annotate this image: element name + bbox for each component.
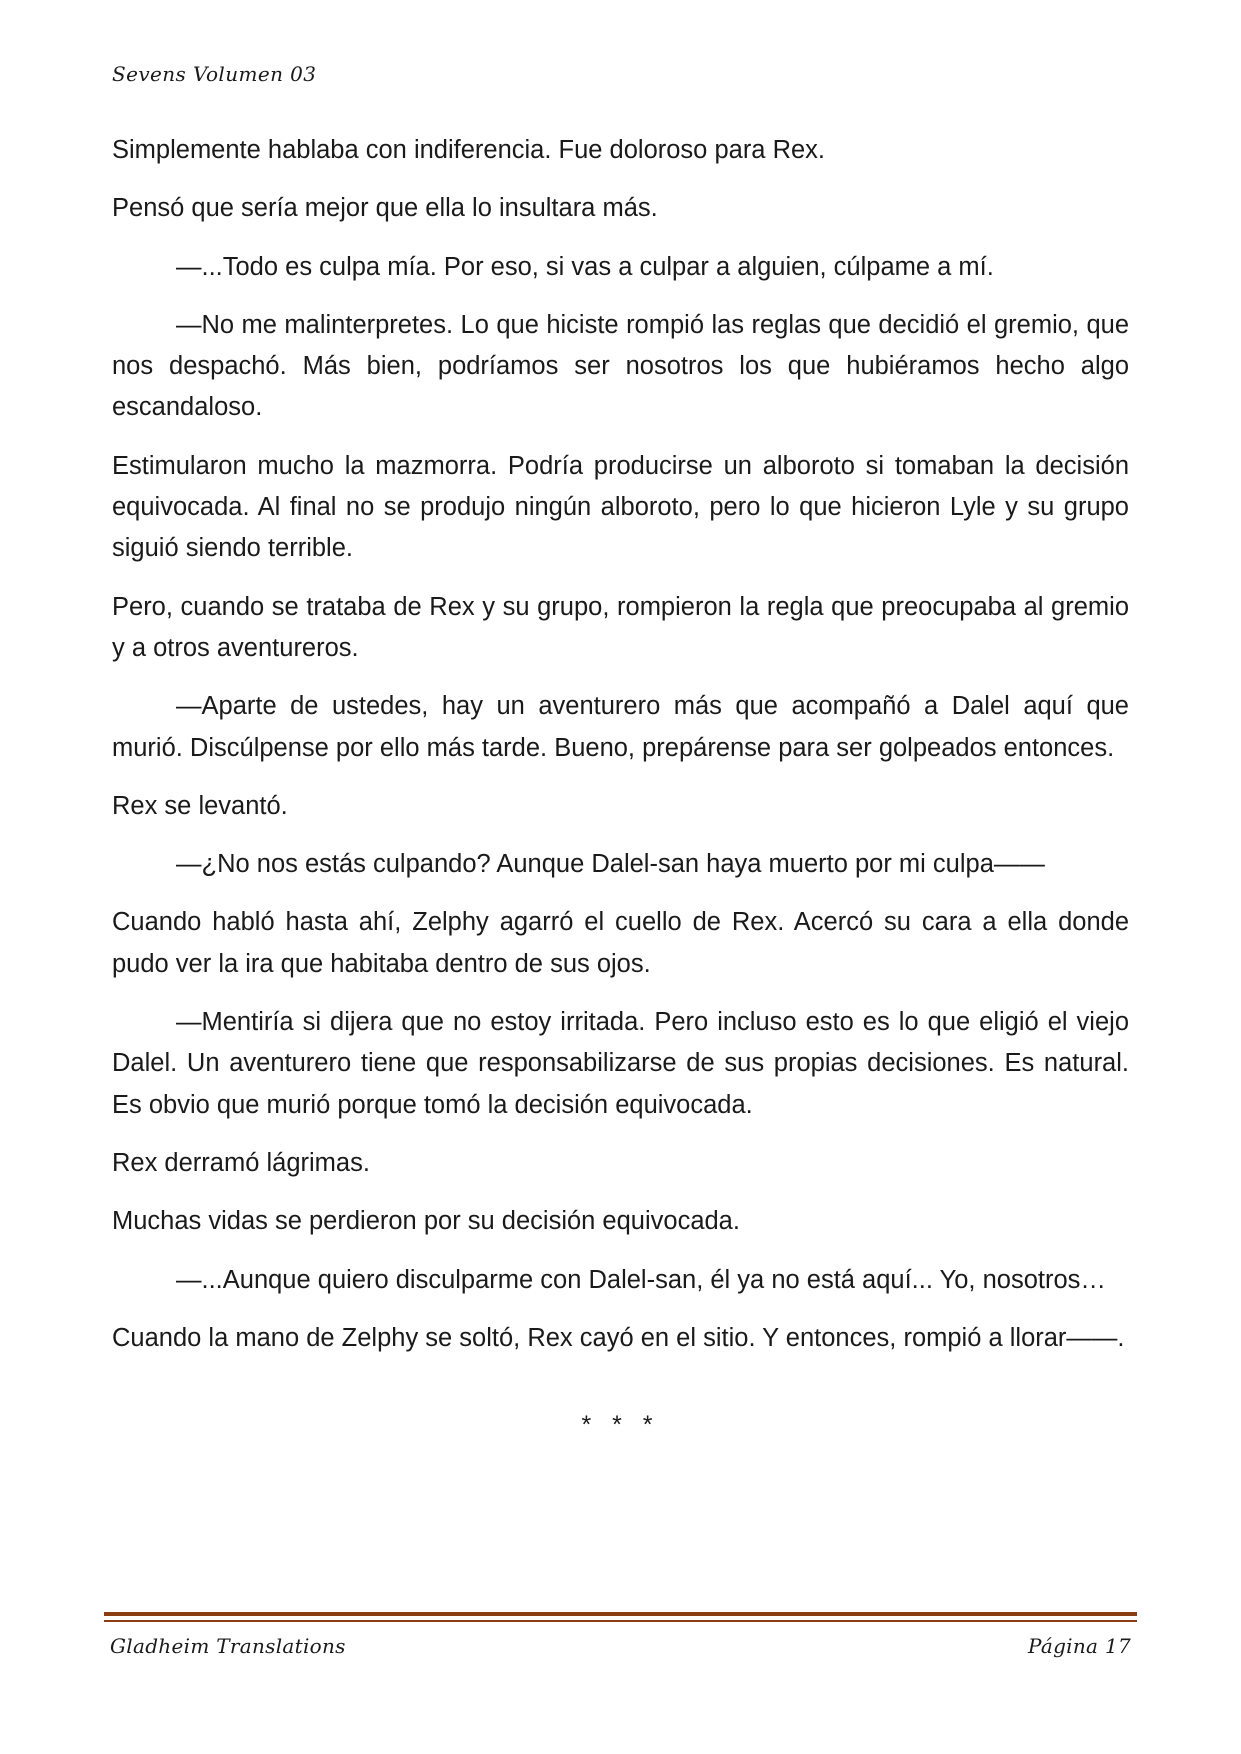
page-footer bbox=[104, 1612, 1137, 1658]
paragraph: Rex se levantó. bbox=[112, 791, 288, 820]
paragraph: —...Aunque quiero disculparme con Dalel-san, él ya no está aquí... Yo, nosotros… bbox=[176, 1265, 1106, 1294]
paragraph: —No me malinterpretes. Lo que hiciste rompió las reglas que decidió el gremio, que nos despachó. Más bien, podríamos ser nosotros los que hubiéramos hecho algo escandaloso. bbox=[112, 310, 1129, 422]
footer-credit: Gladheim Translations bbox=[110, 1634, 346, 1658]
paragraph: Estimularon mucho la mazmorra. Podría producirse un alboroto si tomaban la decisión equivocada. Al final no se produjo ningún alboroto, pero lo que hicieron Lyle y su grupo siguió siendo terrible. bbox=[112, 451, 1129, 563]
footer-page-number: Página 17 bbox=[1028, 1634, 1131, 1658]
body-text bbox=[112, 130, 1129, 1359]
paragraph: —¿No nos estás culpando? Aunque Dalel-san haya muerto por mi culpa—— bbox=[176, 850, 1045, 879]
paragraph: Cuando la mano de Zelphy se soltó, Rex cayó en el sitio. Y entonces, rompió a llorar——. bbox=[112, 1323, 1125, 1352]
paragraph: —Aparte de ustedes, hay un aventurero más que acompañó a Dalel aquí que murió. Discúlpense por ello más tarde. Bueno, prepárense para ser golpeados entonces. bbox=[112, 692, 1129, 762]
scene-break: * * * bbox=[581, 1411, 660, 1440]
footer-rule-thin bbox=[104, 1620, 1137, 1622]
paragraph: Pero, cuando se trataba de Rex y su grupo, rompieron la regla que preocupaba al gremio y a otros aventureros. bbox=[112, 592, 1129, 662]
paragraph: Rex derramó lágrimas. bbox=[112, 1148, 370, 1177]
paragraph: Cuando habló hasta ahí, Zelphy agarró el cuello de Rex. Acercó su cara a ella donde pudo ver la ira que habitaba dentro de sus ojos. bbox=[112, 908, 1129, 978]
paragraph: Pensó que sería mejor que ella lo insultara más. bbox=[112, 194, 658, 223]
footer-row bbox=[104, 1634, 1137, 1658]
page-content bbox=[112, 62, 1129, 1440]
paragraph: —...Todo es culpa mía. Por eso, si vas a culpar a alguien, cúlpame a mí. bbox=[176, 252, 994, 281]
page-header-title: Sevens Volumen 03 bbox=[112, 62, 317, 86]
paragraph: Muchas vidas se perdieron por su decisión equivocada. bbox=[112, 1207, 740, 1236]
paragraph: Simplemente hablaba con indiferencia. Fue doloroso para Rex. bbox=[112, 136, 826, 164]
footer-rule-thick bbox=[104, 1612, 1137, 1616]
paragraph: —Mentiría si dijera que no estoy irritada. Pero incluso esto es lo que eligió el viejo Dalel. Un aventurero tiene que responsabilizarse de sus propias decisiones. Es natural. Es obvio que murió porque tomó la decisión equivocada. bbox=[112, 1008, 1129, 1119]
